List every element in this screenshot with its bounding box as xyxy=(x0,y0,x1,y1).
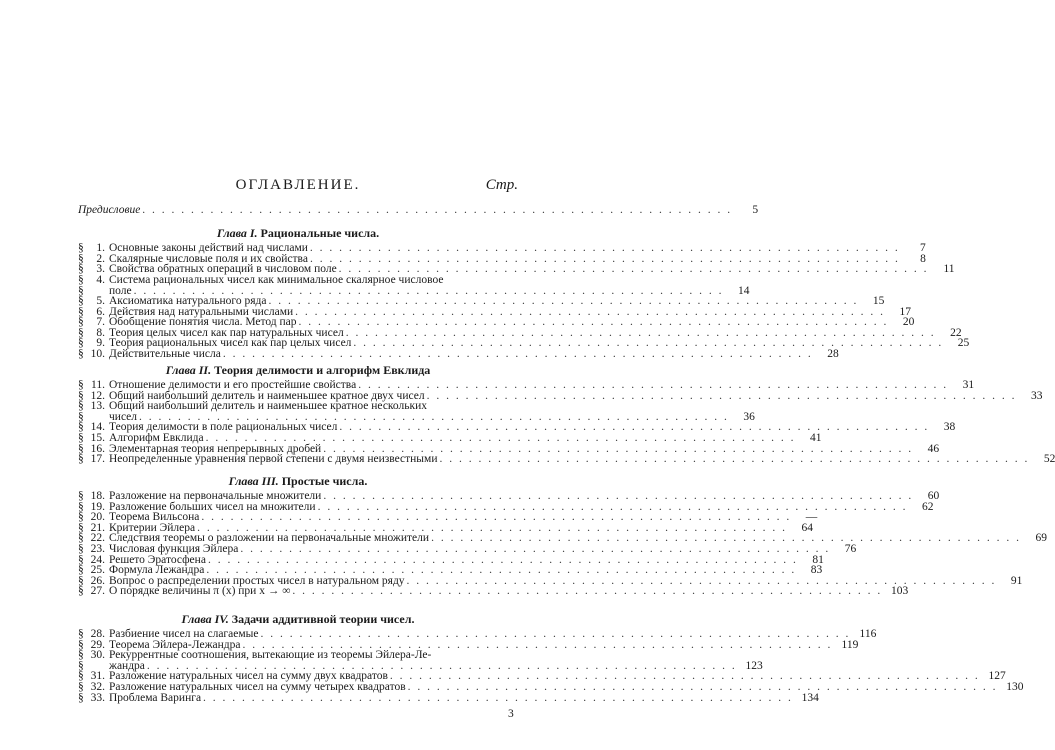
chapter-name: Задачи аддитивной теории чисел. xyxy=(231,612,415,626)
entry-number: 10. xyxy=(90,348,105,360)
entry-title: Разбиение чисел на слагаемые xyxy=(109,628,259,640)
entry-number: 28. xyxy=(90,628,105,640)
entry-number: 14. xyxy=(90,421,105,434)
entry-number: 27. xyxy=(90,585,105,598)
entry-number: 2. xyxy=(96,252,105,265)
chapter-label: Глава IV. xyxy=(181,612,229,626)
entry-page: 76 xyxy=(844,543,857,555)
entry-page: 22 xyxy=(950,326,962,339)
preface-page: 5 xyxy=(752,204,759,216)
section-sign: § xyxy=(78,389,84,402)
entry-title: Действия над натуральными числами xyxy=(109,305,294,318)
entry-number: 5. xyxy=(96,295,105,307)
dot-leader: . . . . . . . . . . . . . . . . . . . . . . . . . . . . . . . . . . . . . . . . . . . . . . . . . . . . . . . . . . . . . xyxy=(207,553,798,566)
entry-title: Свойства обратных операций в числовом поле xyxy=(109,263,337,276)
entry-page: 15 xyxy=(872,295,885,307)
section-sign: § xyxy=(78,521,84,534)
entry-number: 9. xyxy=(96,337,105,350)
section-sign: § xyxy=(78,670,84,683)
dot-leader: . . . . . . . . . . . . . . . . . . . . . . . . . . . . . . . . . . . . . . . . . . . . . . . . . . . . . . . . . . . . . xyxy=(295,305,886,318)
section-sign: § xyxy=(78,273,84,286)
dot-leader: . . . . . . . . . . . . . . . . . . . . . . . . . . . . . . . . . . . . . . . . . . . . . . . . . . . . . . . . . . . . . xyxy=(260,628,851,640)
chapter-heading[interactable] xyxy=(78,474,518,489)
entry-number: 18. xyxy=(90,490,105,502)
entry-title: Общий наибольший делитель и наименьшее кратное нескольких xyxy=(109,400,427,413)
section-sign: § xyxy=(78,691,84,704)
entry-title-cont: поле xyxy=(109,284,132,297)
entry-number: 6. xyxy=(96,305,105,318)
chapter-name: Рациональные числа. xyxy=(260,226,380,240)
entry-number: 20. xyxy=(90,511,105,524)
entry-page: 31 xyxy=(962,379,975,391)
section-sign: § xyxy=(78,379,84,391)
entry-number: 29. xyxy=(90,638,105,651)
entry-page: 64 xyxy=(801,521,813,534)
entry-page: 20 xyxy=(902,316,915,329)
toc-entry[interactable] xyxy=(78,453,1055,466)
section-sign: § xyxy=(78,252,84,265)
entry-page: 83 xyxy=(810,564,823,577)
entry-title: Общий наибольший делитель и наименьшее кратное двух чисел xyxy=(109,389,425,402)
entry-number: 24. xyxy=(90,553,105,566)
entry-page: 33 xyxy=(1030,389,1043,402)
toc-entry[interactable] xyxy=(78,585,909,598)
entry-title: Разложение натуральных чисел на сумму четырех квадратов xyxy=(109,681,406,693)
entry-page: 11 xyxy=(943,263,955,276)
dot-leader: . . . . . . . . . . . . . . . . . . . . . . . . . . . . . . . . . . . . . . . . . . . . . . . . . . . . . . . . . . . . . xyxy=(268,295,859,307)
dot-leader: . . . . . . . . . . . . . . . . . . . . . . . . . . . . . . . . . . . . . . . . . . . . . . . . . . . . . . . . . . . . . xyxy=(197,521,787,534)
entry-title: Критерии Эйлера xyxy=(109,521,196,534)
dot-leader: . . . . . . . . . . . . . . . . . . . . . . . . . . . . . . . . . . . . . . . . . . . . . . . . . . . . . . . . . . . . . xyxy=(389,670,980,683)
entry-page: 62 xyxy=(921,500,934,513)
entry-title: Вопрос о распределении простых чисел в натуральном ряду xyxy=(109,574,405,587)
toc-entry[interactable] xyxy=(78,273,750,297)
dot-leader: . . . . . . . . . . . . . . . . . . . . . . . . . . . . . . . . . . . . . . . . . . . . . . . . . . . . . . . . . . . . . xyxy=(240,543,831,555)
entry-page: 119 xyxy=(841,638,859,651)
dot-leader: . . . . . . . . . . . . . . . . . . . . . . . . . . . . . . . . . . . . . . . . . . . . . . . . . . . . . . . . . . . . . xyxy=(222,348,813,360)
entry-number: 8. xyxy=(96,326,105,339)
toc-title: ОГЛАВЛЕНИЕ. xyxy=(235,177,361,193)
toc-preface[interactable] xyxy=(78,204,759,216)
section-sign: § xyxy=(78,585,84,598)
dot-leader: . . . . . . . . . . . . . . . . . . . . . . . . . . . . . . . . . . . . . . . . . . . . . . . . . . . . . . . . . . . . . xyxy=(338,263,929,276)
toc-entry[interactable] xyxy=(78,400,755,424)
entry-title-cont: чисел xyxy=(109,411,138,424)
entry-number: 7. xyxy=(96,316,105,329)
dot-leader: . . . . . . . . . . . . . . . . . . . . . . . . . . . . . . . . . . . . . . . . . . . . . . . . . . . . . . . . . . . . . xyxy=(407,681,998,693)
entry-page: 52 xyxy=(1043,453,1055,466)
section-sign: § xyxy=(78,242,84,254)
dot-leader: . . . . . . . . . . . . . . . . . . . . . . . . . . . . . . . . . . . . . . . . . . . . . . . . . . . . . . . . . . . . . xyxy=(309,242,900,254)
dot-leader: . . . . . . . . . . . . . . . . . . . . . . . . . . . . . . . . . . . . . . . . . . . . . . . . . . . . . . . . . . . . . xyxy=(358,379,949,391)
entry-page: 103 xyxy=(891,585,909,598)
dot-leader: . . . . . . . . . . . . . . . . . . . . . . . . . . . . . . . . . . . . . . . . . . . . . . . . . . . . . . . . . . . . . xyxy=(206,564,797,577)
dot-leader: . . . . . . . . . . . . . . . . . . . . . . . . . . . . . . . . . . . . . . . . . . . . . . . . . . . . . . . . . . . . . xyxy=(426,389,1017,402)
entry-title: Следствия теоремы о разложении на первоначальные множители xyxy=(109,532,430,545)
toc-entry[interactable] xyxy=(78,691,819,704)
section-sign: § xyxy=(78,681,84,693)
section-sign: § xyxy=(78,316,84,329)
entry-title-cont: жандра xyxy=(109,660,145,673)
section-sign: § xyxy=(78,284,84,297)
entry-page: 17 xyxy=(899,305,912,318)
entry-number: 11. xyxy=(91,379,105,391)
entry-number: 23. xyxy=(90,543,105,555)
dot-leader: . . . . . . . . . . . . . . . . . . . . . . . . . . . . . . . . . . . . . . . . . . . . . . . . . . . . . . . . . . . . . xyxy=(146,660,737,673)
entry-page: 116 xyxy=(859,628,877,640)
entry-page: 28 xyxy=(827,348,839,360)
entry-page: 81 xyxy=(812,553,824,566)
entry-page: 130 xyxy=(1006,681,1024,693)
entry-number: 19. xyxy=(90,500,105,513)
entry-page: 123 xyxy=(745,660,763,673)
entry-page: 134 xyxy=(801,691,819,704)
entry-title: Теория делимости в поле рациональных чисел xyxy=(109,421,338,434)
entry-number: 26. xyxy=(90,574,105,587)
entry-title: Теория рациональных чисел как пар целых чисел xyxy=(109,337,352,350)
dot-leader: . . . . . . . . . . . . . . . . . . . . . . . . . . . . . . . . . . . . . . . . . . . . . . . . . . . . . . . . . . . . . xyxy=(406,574,997,587)
dot-leader: . . . . . . . . . . . . . . . . . . . . . . . . . . . . . . . . . . . . . . . . . . . . . . . . . . . . . . . . . . . . . xyxy=(339,421,930,434)
toc-header xyxy=(78,177,518,197)
entry-page: 7 xyxy=(920,242,926,254)
entry-page: 127 xyxy=(988,670,1006,683)
dot-leader: . . . . . . . . . . . . . . . . . . . . . . . . . . . . . . . . . . . . . . . . . . . . . . . . . . . . . . . . . . . . . xyxy=(139,411,729,424)
entry-page: 69 xyxy=(1035,532,1047,545)
chapter-heading[interactable] xyxy=(78,226,518,241)
entry-page: 14 xyxy=(737,284,750,297)
entry-title: Разложение натуральных чисел на сумму двух квадратов xyxy=(109,670,388,683)
entry-number: 16. xyxy=(90,442,105,455)
entry-page: 8 xyxy=(920,252,926,265)
toc-entry[interactable] xyxy=(78,348,839,360)
entry-title: Обобщение понятия числа. Метод пар xyxy=(109,316,297,329)
entry-title: Система рациональных чисел как минимальное скалярное числовое xyxy=(109,273,444,286)
section-sign: § xyxy=(78,442,84,455)
entry-title: Теорема Эйлера-Лежандра xyxy=(109,638,241,651)
dot-leader: . . . . . . . . . . . . . . . . . . . . . . . . . . . . . . . . . . . . . . . . . . . . . . . . . . . . . . . . . . . . . xyxy=(242,638,833,651)
section-sign: § xyxy=(78,553,84,566)
chapter-heading[interactable] xyxy=(78,363,518,378)
dot-leader: . . . . . . . . . . . . . . . . . . . . . . . . . . . . . . . . . . . . . . . . . . . . . . . . . . . . . . . . . . . . . xyxy=(439,453,1030,466)
entry-title: Разложение на первоначальные множители xyxy=(109,490,322,502)
dot-leader: . . . . . . . . . . . . . . . . . . . . . . . . . . . . . . . . . . . . . . . . . . . . . . . . . . . . . . . . . . . . . xyxy=(323,442,914,455)
section-sign: § xyxy=(78,628,84,640)
chapter-label: Глава III. xyxy=(228,474,279,488)
entry-title: Разложение больших чисел на множители xyxy=(109,500,316,513)
entry-title: Отношение делимости и его простейшие свойства xyxy=(109,379,357,391)
chapter-name: Простые числа. xyxy=(281,474,368,488)
entry-title: Рекуррентные соотношения, вытекающие из теоремы Эйлера-Ле- xyxy=(109,649,432,662)
entry-title: Проблема Варинга xyxy=(109,691,202,704)
section-sign: § xyxy=(78,421,84,434)
dot-leader: . . . . . . . . . . . . . . . . . . . . . . . . . . . . . . . . . . . . . . . . . . . . . . . . . . . . . . . . . . . . . xyxy=(142,204,733,216)
entry-title: Действительные числа xyxy=(109,348,221,360)
section-sign: § xyxy=(78,532,84,545)
entry-number: 31. xyxy=(90,670,105,683)
entry-title: Элементарная теория непрерывных дробей xyxy=(109,442,322,455)
entry-title: Основные законы действий над числами xyxy=(109,242,308,254)
entry-page: 41 xyxy=(810,432,822,444)
section-sign: § xyxy=(78,411,84,424)
entry-title: Теория целых чисел как пар натуральных чисел xyxy=(109,326,344,339)
dot-leader: . . . . . . . . . . . . . . . . . . . . . . . . . . . . . . . . . . . . . . . . . . . . . . . . . . . . . . . . . . . . . xyxy=(309,252,900,265)
entry-title: Формула Лежандра xyxy=(109,564,205,577)
dot-leader: . . . . . . . . . . . . . . . . . . . . . . . . . . . . . . . . . . . . . . . . . . . . . . . . . . . . . . . . . . . . . xyxy=(292,585,883,598)
entry-number: 30. xyxy=(90,649,105,662)
entry-page: — xyxy=(805,511,818,524)
chapter-label: Глава I. xyxy=(216,226,258,240)
entry-title: Скалярные числовые поля и их свойства xyxy=(109,252,308,265)
entry-page: 25 xyxy=(957,337,970,350)
section-sign: § xyxy=(78,305,84,318)
entry-title: Алгорифм Евклида xyxy=(109,432,204,444)
dot-leader: . . . . . . . . . . . . . . . . . . . . . . . . . . . . . . . . . . . . . . . . . . . . . . . . . . . . . . . . . . . . . xyxy=(205,432,796,444)
section-sign: § xyxy=(78,432,84,444)
entry-title: Числовая функция Эйлера xyxy=(109,543,239,555)
entry-number: 33. xyxy=(90,691,105,704)
dot-leader: . . . . . . . . . . . . . . . . . . . . . . . . . . . . . . . . . . . . . . . . . . . . . . . . . . . . . . . . . . . . . xyxy=(317,500,908,513)
entry-page: 46 xyxy=(927,442,940,455)
section-sign: § xyxy=(78,564,84,577)
page-number: 3 xyxy=(508,708,514,720)
dot-leader: . . . . . . . . . . . . . . . . . . . . . . . . . . . . . . . . . . . . . . . . . . . . . . . . . . . . . . . . . . . . . xyxy=(203,691,793,704)
section-sign: § xyxy=(78,574,84,587)
entry-title: Аксиоматика натурального ряда xyxy=(109,295,267,307)
entry-number: 12. xyxy=(90,389,105,402)
entry-title: Решето Эратосфена xyxy=(109,553,206,566)
entry-number: 32. xyxy=(90,681,105,693)
entry-number: 25. xyxy=(90,564,105,577)
section-sign: § xyxy=(78,453,84,466)
dot-leader: . . . . . . . . . . . . . . . . . . . . . . . . . . . . . . . . . . . . . . . . . . . . . . . . . . . . . . . . . . . . . xyxy=(133,284,724,297)
dot-leader: . . . . . . . . . . . . . . . . . . . . . . . . . . . . . . . . . . . . . . . . . . . . . . . . . . . . . . . . . . . . . xyxy=(431,532,1021,545)
entry-title: Неопределенные уравнения первой степени с двумя неизвестными xyxy=(109,453,438,466)
entry-page: 91 xyxy=(1010,574,1023,587)
section-sign: § xyxy=(78,500,84,513)
section-sign: § xyxy=(78,295,84,307)
entry-number: 17. xyxy=(90,453,105,466)
dot-leader: . . . . . . . . . . . . . . . . . . . . . . . . . . . . . . . . . . . . . . . . . . . . . . . . . . . . . . . . . . . . . xyxy=(201,511,792,524)
entry-number: 3. xyxy=(96,263,105,276)
entry-number: 21. xyxy=(90,521,105,534)
entry-title: Теорема Вильсона xyxy=(109,511,200,524)
section-sign: § xyxy=(78,490,84,502)
entry-number: 22. xyxy=(90,532,105,545)
chapter-heading[interactable] xyxy=(78,612,518,627)
dot-leader: . . . . . . . . . . . . . . . . . . . . . . . . . . . . . . . . . . . . . . . . . . . . . . . . . . . . . . . . . . . . . xyxy=(323,490,914,502)
entry-title: О порядке величины π (x) при x → ∞ xyxy=(109,585,291,598)
section-sign: § xyxy=(78,660,84,673)
section-sign: § xyxy=(78,649,84,662)
section-sign: § xyxy=(78,511,84,524)
section-sign: § xyxy=(78,543,84,555)
dot-leader: . . . . . . . . . . . . . . . . . . . . . . . . . . . . . . . . . . . . . . . . . . . . . . . . . . . . . . . . . . . . . xyxy=(345,326,936,339)
entry-number: 15. xyxy=(90,432,105,444)
dot-leader: . . . . . . . . . . . . . . . . . . . . . . . . . . . . . . . . . . . . . . . . . . . . . . . . . . . . . . . . . . . . . xyxy=(298,316,889,329)
entry-number: 1. xyxy=(96,242,105,254)
entry-number: 4. xyxy=(96,273,105,286)
chapter-name: Теория делимости и алгорифм Евклида xyxy=(214,363,431,377)
page-column-label: Стр. xyxy=(485,177,518,193)
section-sign: § xyxy=(78,348,84,360)
section-sign: § xyxy=(78,638,84,651)
section-sign: § xyxy=(78,400,84,413)
entry-page: 36 xyxy=(743,411,755,424)
section-sign: § xyxy=(78,326,84,339)
dot-leader: . . . . . . . . . . . . . . . . . . . . . . . . . . . . . . . . . . . . . . . . . . . . . . . . . . . . . . . . . . . . . xyxy=(353,337,944,350)
entry-number: 13. xyxy=(90,400,105,413)
toc-entry[interactable] xyxy=(78,649,763,673)
entry-page: 60 xyxy=(927,490,940,502)
section-sign: § xyxy=(78,337,84,350)
chapter-label: Глава II. xyxy=(165,363,212,377)
preface-label: Предисловие xyxy=(78,204,141,216)
entry-page: 38 xyxy=(943,421,956,434)
section-sign: § xyxy=(78,263,84,276)
